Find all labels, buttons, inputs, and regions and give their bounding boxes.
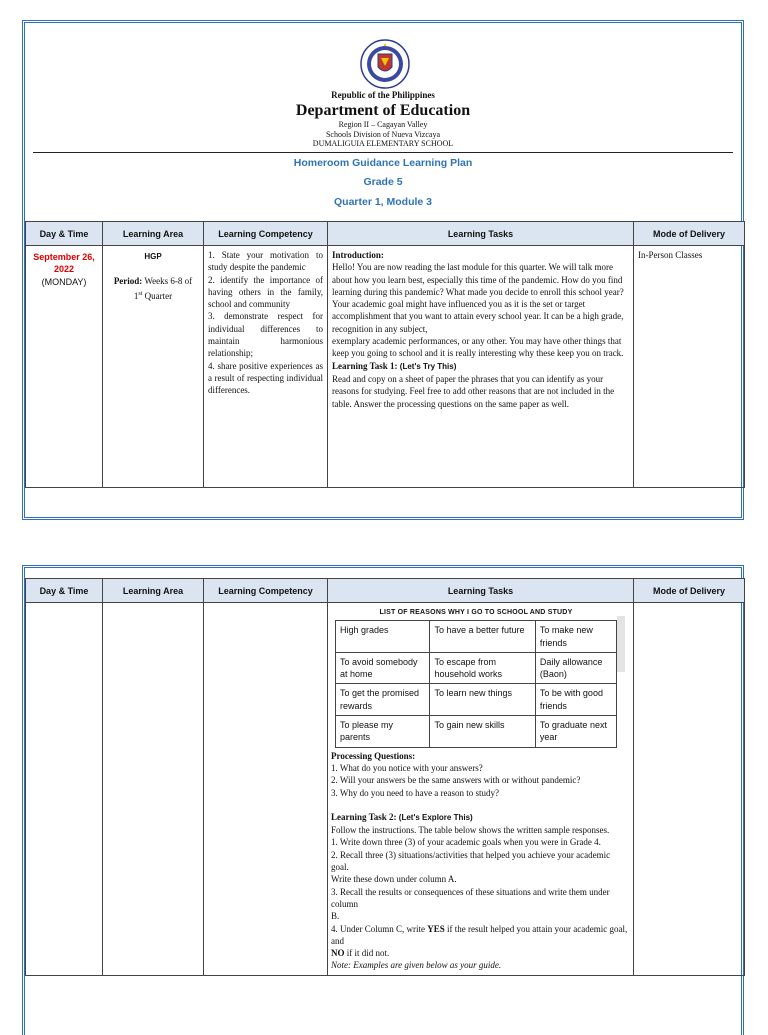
task2-label: Learning Task 2: (331, 811, 397, 822)
learning-plan-table-continued (25, 578, 745, 976)
period-label: Period: (113, 276, 143, 287)
header-mode-of-delivery: Mode of Delivery (634, 579, 745, 603)
task2-line: B. (331, 911, 340, 922)
item4-part-a: 4. Under Column C, write (331, 923, 425, 934)
reason-cell: To have a better future (430, 621, 535, 653)
table-header-row (26, 222, 745, 246)
task1-label: Learning Task 1: (332, 360, 398, 371)
learning-tasks-cell (328, 603, 634, 976)
reason-cell: To get the promised rewards (336, 684, 430, 716)
reason-cell: To please my parents (336, 716, 430, 748)
document-page-1 (22, 20, 744, 520)
reason-cell: To escape from household works (430, 652, 535, 684)
item4-part-c: if it did not. (346, 948, 390, 959)
item4-no: NO (331, 948, 345, 959)
period-value: Weeks 6-8 of (144, 276, 193, 287)
plan-quarter-module: Quarter 1, Module 3 (333, 196, 433, 208)
plan-grade: Grade 5 (363, 176, 403, 188)
deped-seal-icon (360, 39, 410, 89)
item4-part-b: if the result helped you attain your academic goal, and (331, 923, 628, 946)
table-row (336, 684, 617, 716)
mode-of-delivery-cell (634, 246, 745, 488)
header-learning-competency: Learning Competency (204, 222, 328, 246)
date-line-1: September 26, (33, 252, 95, 262)
region-line: Region II – Cagayan Valley (338, 120, 428, 129)
task2-item-4 (331, 923, 630, 960)
learning-competency-cell (204, 246, 328, 488)
reason-cell: To gain new skills (430, 716, 535, 748)
department-heading: Department of Education (295, 102, 471, 119)
introduction-text: Hello! You are now reading the last module for this quarter. We will talk more about how you learn best, especially this time of the pandemic. How do you find learning during this pandemic? What made you decide to enroll this school year? Your academic goal might have influenced you as it is the set or target accomplishment that you want to attain every school year. It can be a high grade, recognition in any subject, (332, 262, 624, 334)
header-day-time: Day & Time (26, 222, 103, 246)
table-header-row (26, 579, 745, 603)
reason-cell: Daily allowance (Baon) (535, 652, 616, 684)
reason-cell: High grades (336, 621, 430, 653)
day-time-cell (26, 603, 103, 976)
competency-item: 4. share positive experiences as a result of respecting individual differences. (208, 360, 323, 396)
learning-plan-table (25, 221, 745, 488)
processing-question: 1. What do you notice with your answers? (331, 762, 483, 773)
day-time-cell (26, 246, 103, 488)
table-row (336, 716, 617, 748)
watermark-icon (614, 614, 628, 674)
item4-yes: YES (427, 923, 445, 934)
task2-line: 1. Write down three (3) of your academic goals when you were in Grade 4. (331, 837, 601, 848)
processing-question: 3. Why do you need to have a reason to study? (331, 787, 500, 798)
introduction-label: Introduction: (332, 250, 384, 260)
reason-cell: To be with good friends (535, 684, 616, 716)
republic-heading: Republic of the Philippines (331, 90, 435, 100)
period-info (107, 275, 199, 302)
reasons-table-title: LIST OF REASONS WHY I GO TO SCHOOL AND STUDY (379, 609, 573, 616)
mode-of-delivery-cell (634, 603, 745, 976)
header-learning-competency: Learning Competency (204, 579, 328, 603)
learning-area-name: HGP (144, 252, 162, 261)
header-mode-of-delivery: Mode of Delivery (634, 222, 745, 246)
reasons-table (335, 606, 617, 748)
plan-title: Homeroom Guidance Learning Plan (293, 157, 473, 169)
task2-line: 3. Recall the results or consequences of these situations and write them under column (331, 886, 610, 909)
quarter-num: 1 (133, 290, 139, 301)
task2-subtitle: (Let's Explore This) (398, 812, 473, 822)
header-learning-area: Learning Area (103, 222, 204, 246)
reason-cell: To graduate next year (535, 716, 616, 748)
task2-line: Write these down under column A. (331, 874, 457, 885)
learning-area-cell (103, 246, 204, 488)
mode-of-delivery: In-Person Classes (638, 250, 703, 260)
table-row (336, 621, 617, 653)
school-name: DUMALIGUIA ELEMENTARY SCHOOL (312, 139, 454, 148)
quarter-word: Quarter (144, 290, 173, 301)
reason-cell: To avoid somebody at home (336, 652, 430, 684)
competency-item: 2. identify the importance of having others in the family, school and community (208, 274, 323, 310)
header-learning-tasks: Learning Tasks (328, 579, 634, 603)
day-label: (MONDAY) (41, 276, 87, 287)
header-divider (33, 152, 733, 153)
document-page-2 (22, 565, 744, 1035)
task2-line: 2. Recall three (3) situations/activities that helped you achieve your academic goal. (331, 849, 611, 873)
learning-competency-cell (204, 603, 328, 976)
competency-item: 3. demonstrate respect for individual differences to maintain harmonious relationship; (208, 311, 323, 359)
learning-tasks-cell (328, 246, 634, 488)
header-learning-tasks: Learning Tasks (328, 222, 634, 246)
task2-line: Follow the instructions. The table below shows the written sample responses. (331, 825, 610, 836)
header-learning-area: Learning Area (103, 579, 204, 603)
reason-cell: To make new friends (535, 621, 616, 653)
processing-question: 2. Will your answers be the same answers with or without pandemic? (331, 775, 581, 786)
task2-note: Note: Examples are given below as your guide. (331, 960, 502, 971)
division-line: Schools Division of Nueva Vizcaya (325, 130, 440, 139)
date-line-2: 2022 (53, 264, 75, 275)
task1-subtitle: (Let's Try This) (399, 361, 457, 371)
reason-cell: To learn new things (430, 684, 535, 716)
introduction-text-2: exemplary academic performances, or any other. You may have other things that keep you going to school and it is really interesting why these keep you on track. (332, 336, 624, 359)
processing-questions-label: Processing Questions: (331, 750, 416, 761)
competency-item: 1. State your motivation to study despite the pandemic (208, 250, 323, 273)
header-day-time: Day & Time (26, 579, 103, 603)
table-row (26, 603, 745, 976)
quarter-sup: st (138, 290, 143, 297)
table-row (26, 246, 745, 488)
task1-text: Read and copy on a sheet of paper the phrases that you can identify as your reasons for studying. Feel free to add other reasons that are not included in the table. Answer the processing questions on the same paper as well. (332, 373, 615, 409)
reasons-table-wrapper (331, 606, 630, 748)
table-row (336, 652, 617, 684)
learning-area-cell (103, 603, 204, 976)
